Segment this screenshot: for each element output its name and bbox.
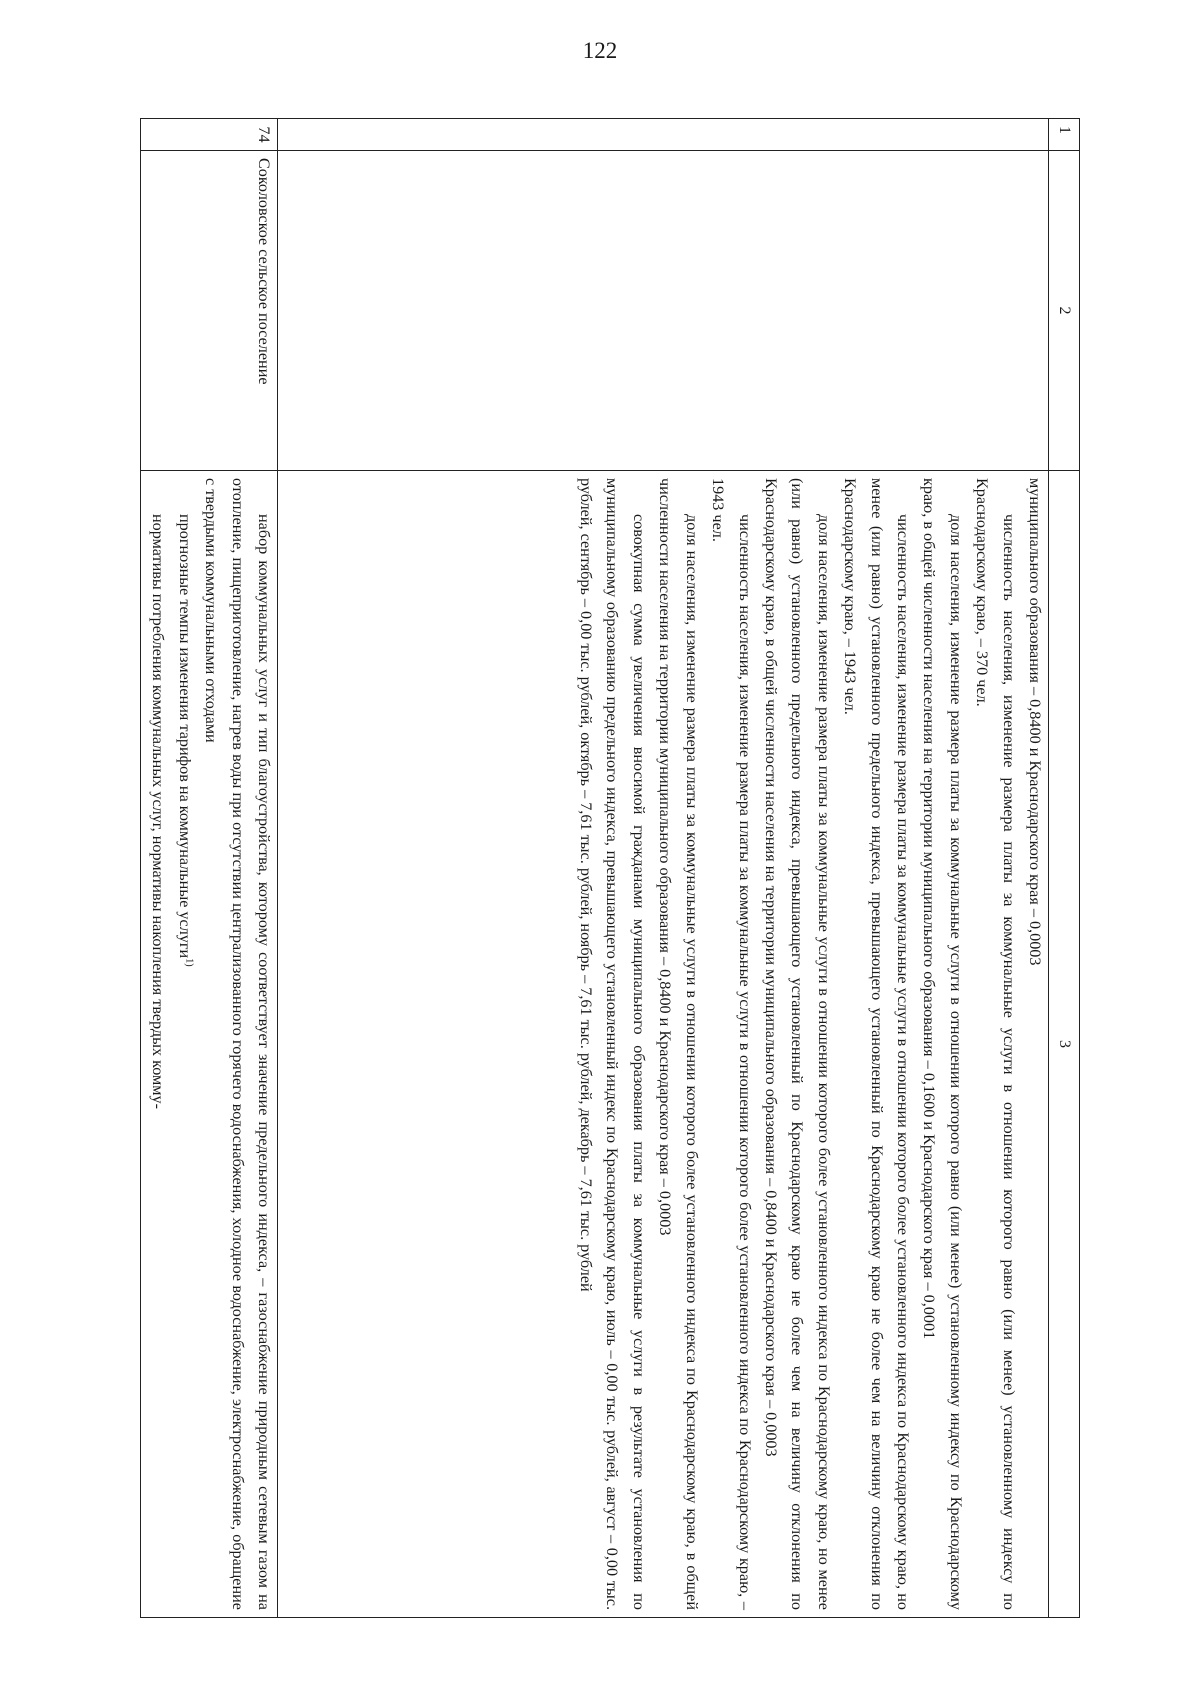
table-row-continuation [278, 119, 1049, 1618]
header-col-1: 1 [1049, 119, 1080, 151]
page-number: 122 [582, 38, 618, 63]
paragraph: численность населения, изменение размера платы за коммунальные услуги в отношении которого более установленного индекса по Краснодарскому краю, – 1943 чел. [709, 478, 754, 1610]
row-number-cell [278, 119, 1049, 151]
footnote-ref: 1) [183, 958, 195, 967]
header-col-2: 2 [1049, 151, 1080, 471]
row-content-cell [141, 471, 278, 1618]
rotated-table-wrapper [140, 118, 1080, 1618]
paragraph: совокупная сумма увеличения вносимой гражданами муниципального образования платы за коммунальные услуги в результате установления по муниципальному образованию предельного индекса, превышающего установленный индекс по Краснодарскому краю, июль – 0,00 тыс. рублей, август – 0,00 тыс. рублей, сентябрь – 0,00 тыс. рублей, октябрь – 7,61 тыс. рублей, ноябрь – 7,61 тыс. рублей, декабрь – 7,61 тыс. рублей [577, 478, 648, 1610]
paragraph: доля населения, изменение размера платы за коммунальные услуги в отношении которого более установленного индекса по Краснодарскому краю, но менее (или равно) установленного предельного индекса, превышающего установленный по Краснодарскому краю не более чем на величину отклонения по Краснодарскому краю, в общей численности населения на территории муниципального образования – 0,8400 и Краснодарского края – 0,0003 [761, 478, 833, 1610]
header-col-3: 3 [1049, 471, 1080, 1618]
paragraph: муниципального образования – 0,8400 и Краснодарского края – 0,0003 [1026, 478, 1044, 966]
table-header-row [1049, 119, 1080, 1618]
paragraph: доля населения, изменение размера платы за коммунальные услуги в отношении которого равно (или менее) установленному индексу по Краснодарскому краю, в общей численности населения на территории муниципального образования – 0,1600 и Краснодарского края – 0,0001 [920, 478, 965, 1610]
paragraph: нормативы потребления коммунальных услуг, нормативы накопления твердых комму- [149, 514, 168, 1109]
paragraph-text: прогнозные темпы изменения тарифов на коммунальные услуги [175, 514, 194, 959]
paragraph: доля населения, изменение размера платы за коммунальные услуги в отношении которого более установленного индекса по Краснодарскому краю, в общей численности населения на территории муниципального образования – 0,8400 и Краснодарского края – 0,0003 [656, 478, 701, 1610]
paragraph [171, 478, 197, 1610]
row-number-cell: 74 [141, 119, 278, 151]
row-name-cell [278, 151, 1049, 471]
settlement-name-cell: Соколовское сельское поселение [141, 151, 278, 471]
paragraph: численность населения, изменение размера платы за коммунальные услуги в отношении которого равно (или менее) установленному индексу по Краснодарскому краю, – 370 чел. [973, 478, 1018, 1610]
data-table [140, 118, 1080, 1618]
paragraph: набор коммунальных услуг и тип благоустройства, которому соответствует значение предельного индекса, – газоснабжение природным сетевым газом на отопление, пищеприготовление, нагрев воды при отсутствии централизованного горячего водоснабжения, холодное водоснабжение, электроснабжение, обращение с твердыми коммунальными отходами [202, 478, 273, 1610]
table-row-74 [141, 119, 278, 1618]
row-content-cell [278, 471, 1049, 1618]
paragraph: численность населения, изменение размера платы за коммунальные услуги в отношении которого более установленного индекса по Краснодарскому краю, но менее (или равно) установленного предельного индекса, превышающего установленный по Краснодарскому краю не более чем на величину отклонения по Краснодарскому краю, – 1943 чел. [841, 478, 912, 1610]
